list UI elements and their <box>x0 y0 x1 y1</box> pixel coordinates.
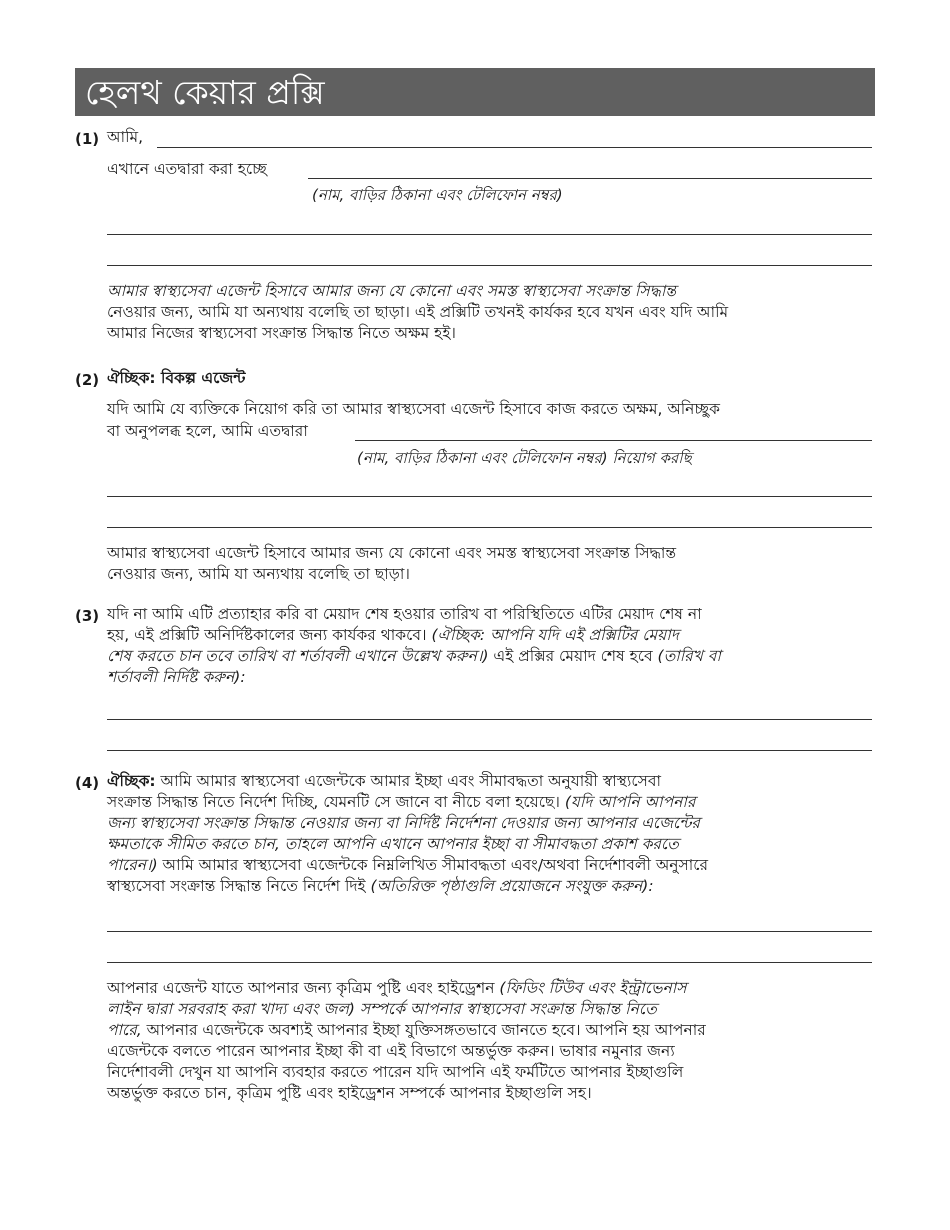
section-3-line: শর্তাবলী নির্দিষ্ট করুন): <box>107 668 246 686</box>
section-4-text: আমি আমার স্বাস্থ্যসেবা এজেন্টকে আমার ইচ্ছা এবং সীমাবদ্ধতা অনুযায়ী স্বাস্থ্যসেবা <box>155 772 661 790</box>
section-3-line <box>107 625 877 646</box>
section-4-line: ক্ষমতাকে সীমিত করতে চান, তাহলে আপনি এখানে আপনার ইচ্ছা বা সীমাবদ্ধতা প্রকাশ করতে <box>107 835 679 853</box>
section-3-paragraph <box>107 604 877 688</box>
section-2-paragraph <box>107 543 877 585</box>
section-4-paragraph <box>107 771 877 897</box>
section-3-line <box>107 646 877 667</box>
section-2-number: (2) <box>75 371 100 389</box>
section-4-text: আমি আমার স্বাস্থ্যসেবা এজেন্টকে নিম্নলিখিত সীমাবদ্ধতা এবং/অথবা নির্দেশাবলী অনুসারে <box>157 856 708 874</box>
section-4-line: জন্য স্বাস্থ্যসেবা সংক্রান্ত সিদ্ধান্ত নেওয়ার জন্য বা নির্দিষ্ট নির্দেশনা দেওয়ার জন্য আপনার এজেন্টের <box>107 814 700 832</box>
section-2-caption: (নাম, বাড়ির ঠিকানা এবং টেলিফোন নম্বর) নিয়োগ করছি <box>357 449 692 467</box>
nutrition-line: এজেন্টকে বলতে পারেন আপনার ইচ্ছা কী বা এই বিভাগে অন্তর্ভুক্ত করুন। ভাষার নমুনার জন্য <box>107 1042 675 1060</box>
section-3-text: হয়, এই প্রক্সিটি অনির্দিষ্টকালের জন্য কার্যকর থাকবে। <box>107 626 432 644</box>
section-1-caption: (নাম, বাড়ির ঠিকানা এবং টেলিফোন নম্বর) <box>312 186 563 204</box>
alternate-agent-address-line-2[interactable] <box>107 527 872 528</box>
section-1-hereby-label: এখানে এতদ্বারা করা হচ্ছে <box>107 160 267 178</box>
section-4-number: (4) <box>75 774 100 792</box>
section-3-optional-note: (ঐচ্ছিক: আপনি যদি এই প্রক্সিটির মেয়াদ <box>431 626 679 644</box>
page-title: হেলথ কেয়ার প্রক্সি <box>75 68 875 116</box>
section-3-line: যদি না আমি এটি প্রত্যাহার করি বা মেয়াদ শেষ হওয়ার তারিখ বা পরিস্থিতিতে এটির মেয়াদ শেষ না <box>107 605 702 623</box>
section-4-line <box>107 771 877 792</box>
agent-name-line[interactable] <box>157 147 872 148</box>
nutrition-note: পারে, <box>107 1021 142 1039</box>
section-2-line-2: বা অনুপলব্ধ হলে, আমি এতদ্বারা <box>107 422 308 440</box>
alternate-agent-address-line-1[interactable] <box>107 496 872 497</box>
section-3-text: এই প্রক্সির মেয়াদ শেষ হবে <box>488 647 658 665</box>
section-3-optional-note: শেষ করতে চান তবে তারিখ বা শর্তাবলী এখানে উল্লেখ করুন।) <box>107 647 489 665</box>
nutrition-paragraph <box>107 978 877 1104</box>
section-4-note: (যদি আপনি আপনার <box>564 793 696 811</box>
nutrition-line <box>107 978 877 999</box>
section-1-paragraph <box>107 281 877 344</box>
section-2-heading: ঐচ্ছিক: বিকল্প এজেন্ট <box>107 369 246 387</box>
expiration-line-1[interactable] <box>107 719 872 720</box>
section-4-note: পারেন।) <box>107 856 158 874</box>
nutrition-note: (ফিডিং টিউব এবং ইন্ট্রাভেনাস <box>499 979 687 997</box>
nutrition-text: আপনার এজেন্টকে অবশ্যই আপনার ইচ্ছা যুক্তিসঙ্গতভাবে জানতে হবে। আপনি হয় আপনার <box>141 1021 706 1039</box>
nutrition-line: অন্তর্ভুক্ত করতে চান, কৃত্রিম পুষ্টি এবং হাইড্রেশন সম্পর্কে আপনার ইচ্ছাগুলি সহ। <box>107 1084 592 1102</box>
section-4-line <box>107 876 877 897</box>
expiration-line-2[interactable] <box>107 750 872 751</box>
section-4-optional-label: ঐচ্ছিক: <box>107 772 156 790</box>
section-3-number: (3) <box>75 607 100 625</box>
section-2-para-line: নেওয়ার জন্য, আমি যা অন্যথায় বলেছি তা ছাড়া। <box>107 565 410 583</box>
agent-address-line-1[interactable] <box>107 234 872 235</box>
agent-designation-line[interactable] <box>308 178 872 179</box>
section-1-para-line: আমার স্বাস্থ্যসেবা এজেন্ট হিসাবে আমার জন্য যে কোনো এবং সমস্ত স্বাস্থ্যসেবা সংক্রান্ত সিদ্ধান্ত <box>107 282 677 300</box>
section-4-line <box>107 855 877 876</box>
section-3-optional-note: (তারিখ বা <box>657 647 721 665</box>
nutrition-line <box>107 1020 877 1041</box>
section-4-text: স্বাস্থ্যসেবা সংক্রান্ত সিদ্ধান্ত নিতে নির্দেশ দিই <box>107 877 371 895</box>
section-4-note: (অতিরিক্ত পৃষ্ঠাগুলি প্রয়োজনে সংযুক্ত করুন): <box>370 877 654 895</box>
section-1-number: (1) <box>75 130 100 148</box>
section-4-text: সংক্রান্ত সিদ্ধান্ত নিতে নির্দেশ দিচ্ছি, যেমনটি সে জানে বা নীচে বলা হয়েছে। <box>107 793 565 811</box>
section-1-para-line: আমার নিজের স্বাস্থ্যসেবা সংক্রান্ত সিদ্ধান্ত নিতে অক্ষম হই। <box>107 324 456 342</box>
section-2-para-line: আমার স্বাস্থ্যসেবা এজেন্ট হিসাবে আমার জন্য যে কোনো এবং সমস্ত স্বাস্থ্যসেবা সংক্রান্ত সিদ্ধান্ত <box>107 544 677 562</box>
instructions-line-1[interactable] <box>107 931 872 932</box>
nutrition-text: আপনার এজেন্ট যাতে আপনার জন্য কৃত্রিম পুষ্টি এবং হাইড্রেশন <box>107 979 500 997</box>
section-4-line <box>107 792 877 813</box>
instructions-line-2[interactable] <box>107 962 872 963</box>
alternate-agent-name-line[interactable] <box>355 440 872 441</box>
nutrition-line: নির্দেশাবলী দেখুন যা আপনি ব্যবহার করতে পারেন যদি আপনি এই ফর্মটিতে আপনার ইচ্ছাগুলি <box>107 1063 684 1081</box>
section-1-i-label: আমি, <box>107 128 144 146</box>
section-1-para-line: নেওয়ার জন্য, আমি যা অন্যথায় বলেছি তা ছাড়া। এই প্রক্সিটি তখনই কার্যকর হবে যখন এবং যদি আমি <box>107 303 729 321</box>
agent-address-line-2[interactable] <box>107 265 872 266</box>
nutrition-line: লাইন দ্বারা সরবরাহ করা খাদ্য এবং জল) সম্পর্কে আপনার স্বাস্থ্যসেবা সংক্রান্ত সিদ্ধান্ত নিতে <box>107 1000 657 1018</box>
section-2-line-1: যদি আমি যে ব্যক্তিকে নিয়োগ করি তা আমার স্বাস্থ্যসেবা এজেন্ট হিসাবে কাজ করতে অক্ষম, অনিচ্ছুক <box>107 400 720 418</box>
